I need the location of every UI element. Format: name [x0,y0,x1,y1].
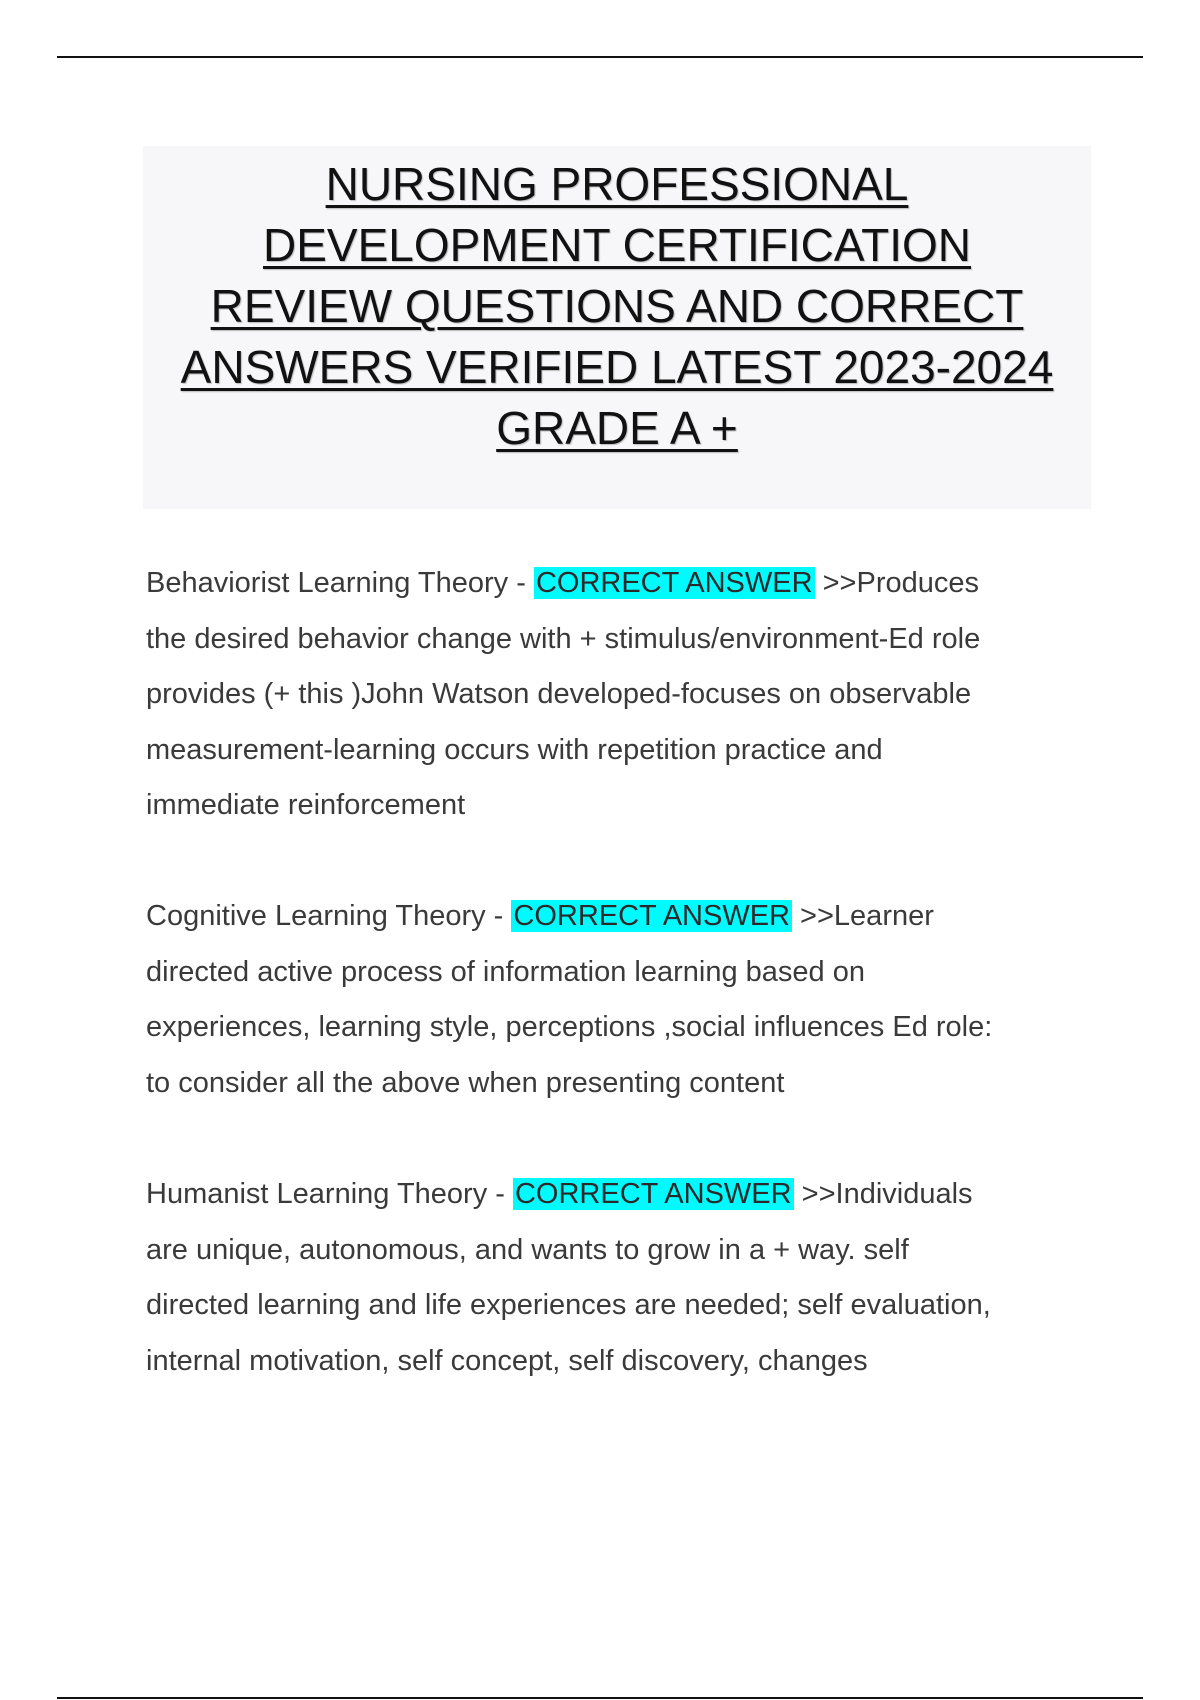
entry-first-line [146,889,1096,945]
entry-first-line [146,1167,1096,1223]
entry-term: Humanist Learning Theory - [146,1178,513,1210]
entry-first-line [146,556,1096,612]
title-line-3: REVIEW QUESTIONS AND CORRECT [210,280,1024,332]
title-line-2: DEVELOPMENT CERTIFICATION [263,219,971,271]
entry-behaviorist [146,556,1096,834]
title-line-5: GRADE A + [496,402,738,454]
entry-line: provides (+ this )John Watson developed-focuses on observable [146,678,972,710]
correct-answer-highlight: CORRECT ANSWER [514,1178,792,1210]
entry-line: internal motivation, self concept, self discovery, changes [146,1344,868,1377]
entry-answer-start: >>Learner [792,900,934,932]
entry-answer-start: >>Individuals [793,1178,973,1210]
entry-line: measurement-learning occurs with repetition practice and [146,733,883,766]
entry-humanist [146,1167,1096,1389]
entry-line: experiences, learning style, perceptions ,social influences Ed role: [146,1011,993,1043]
title-line-1: NURSING PROFESSIONAL [325,158,909,210]
entry-line: directed learning and life experiences are needed; self evaluation, [146,1289,991,1321]
title-line-4: ANSWERS VERIFIED LATEST 2023-2024 [180,341,1054,393]
entry-line: are unique, autonomous, and wants to grow in a + way. self [146,1233,909,1266]
top-rule [57,56,1143,58]
entry-line: the desired behavior change with + stimulus/environment-Ed role [146,622,981,655]
entry-term: Behaviorist Learning Theory - [146,567,534,599]
entry-line: immediate reinforcement [146,789,466,821]
bottom-rule [57,1697,1143,1699]
entry-line: directed active process of information learning based on [146,955,865,988]
entry-line: to consider all the above when presenting content [146,1066,785,1099]
title-box [143,146,1091,509]
entry-answer-start: >>Produces [814,567,980,599]
entry-term: Cognitive Learning Theory - [146,900,512,932]
correct-answer-highlight: CORRECT ANSWER [535,567,813,599]
entry-cognitive [146,889,1096,1111]
correct-answer-highlight: CORRECT ANSWER [513,900,790,932]
